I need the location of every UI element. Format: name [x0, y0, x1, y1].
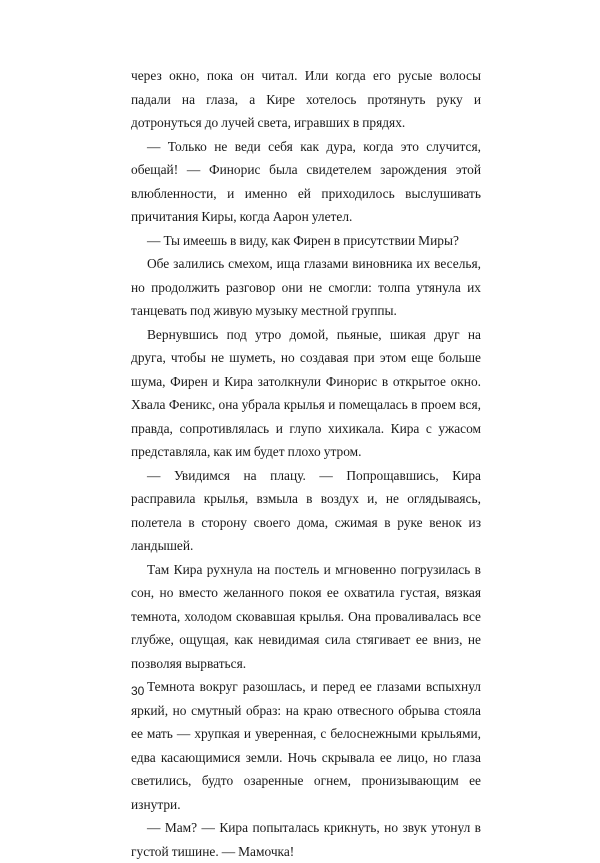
- paragraph-2: — Только не веди себя как дура, когда это случится, обещай! — Финорис была свидетелем зарождения этой влюбленности, и именно ей приходилось выслушивать причитания Киры, когда Аарон улетел.: [131, 138, 481, 224]
- page-number: 30: [131, 684, 145, 698]
- paragraph-5: Вернувшись под утро домой, пьяные, шикая друг на друга, чтобы не шуметь, но создавая при этом еще больше шума, Фирен и Кира затолкнули Финорис в открытое окно. Хвала Феникс, она убрала крылья и помещалась в проем вся, правда, сопротивлялась и глупо хихикала. Кира с ужасом представляла, как им будет плохо утром.: [131, 326, 481, 459]
- paragraph-9: — Мам? — Кира попыталась крикнуть, но звук утонул в густой тишине. — Мамочка!: [131, 820, 481, 859]
- page-body: [131, 64, 481, 863]
- paragraph-4: Обе залились смехом, ища глазами виновника их веселья, но продолжить разговор они не смогли: толпа утянула их танцевать под живую музыку местной группы.: [131, 256, 481, 318]
- paragraph-1: через окно, пока он читал. Или когда его русые волосы падали на глаза, а Кире хотелось протянуть руку и дотронуться до лучей света, игравших в прядях.: [131, 68, 481, 130]
- paragraph-7: Там Кира рухнула на постель и мгновенно погрузилась в сон, но вместо желанного покоя ее охватила густая, вязкая темнота, холодом сковавшая крылья. Она проваливалась все глубже, ощущая, как невидимая сила стягивает ее вниз, не позволяя вырваться.: [131, 561, 481, 671]
- paragraph-3: — Ты имеешь в виду, как Фирен в присутствии Миры?: [147, 232, 459, 248]
- paragraph-6: — Увидимся на плацу. — Попрощавшись, Кира расправила крылья, взмыла в воздух и, не оглядываясь, полетела в сторону своего дома, сжимая в руке венок из ландышей.: [131, 467, 481, 553]
- paragraph-8: Темнота вокруг разошлась, и перед ее глазами вспыхнул яркий, но смутный образ: на краю отвесного обрыва стояла ее мать — хрупкая и уверенная, с белоснежными крыльями, едва касающимися земли. Ночь скрывала ее лицо, но глаза светились, будто озаренные огнем, пронизывающим ее изнутри.: [131, 679, 481, 812]
